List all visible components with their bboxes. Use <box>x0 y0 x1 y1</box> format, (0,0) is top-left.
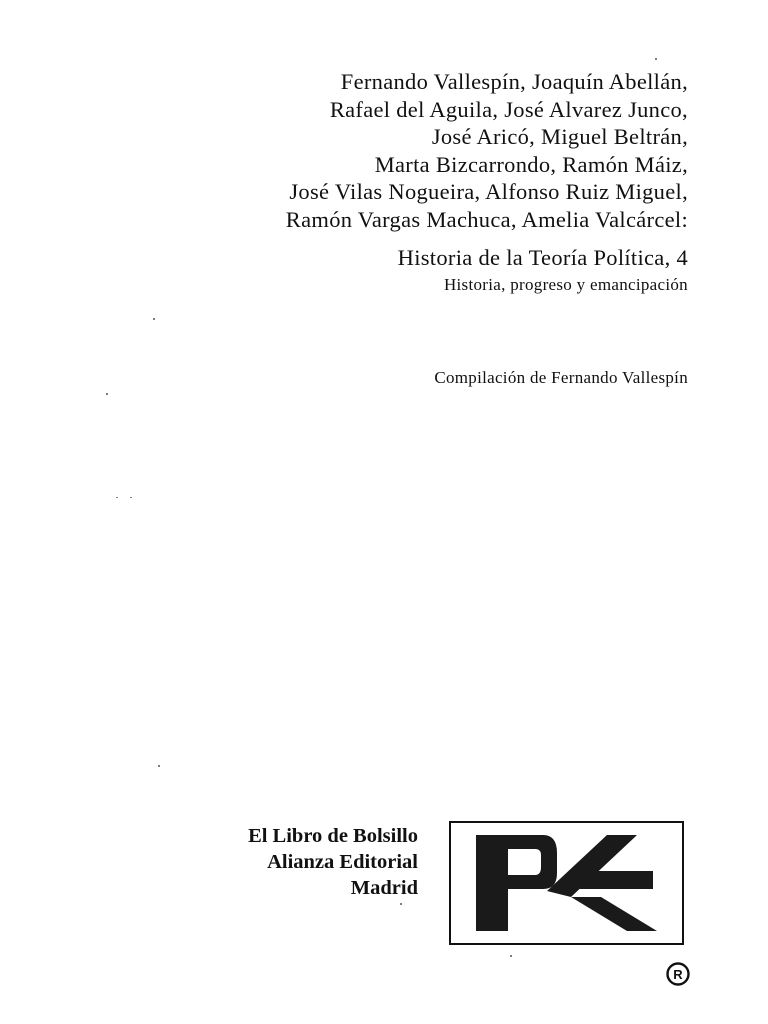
author-line: Marta Bizcarrondo, Ramón Máiz, <box>374 151 688 177</box>
scan-speck <box>510 955 512 957</box>
publisher-city: Madrid <box>350 877 418 899</box>
publisher-block <box>130 823 418 901</box>
book-subtitle: Historia, progreso y emancipación <box>443 275 688 294</box>
publisher-name: Alianza Editorial <box>267 851 418 873</box>
author-line: José Aricó, Miguel Beltrán, <box>431 124 688 149</box>
registered-trademark-icon <box>665 961 691 987</box>
scan-speck <box>116 497 118 498</box>
publisher-logo-frame <box>449 821 684 945</box>
author-line: Rafael del Aguila, José Alvarez Junco, <box>329 96 688 122</box>
author-line: Fernando Vallespín, Joaquín Abellán, <box>340 69 688 94</box>
author-line: Ramón Vargas Machuca, Amelia Valcárcel: <box>285 206 688 232</box>
scan-speck <box>153 318 155 320</box>
alianza-editorial-logo-icon <box>451 823 682 943</box>
book-title: Historia de la Teoría Política, 4 <box>397 245 688 270</box>
author-line: José Vilas Nogueira, Alfonso Ruiz Miguel, <box>289 179 688 204</box>
scan-speck <box>400 903 402 905</box>
scan-speck <box>158 765 160 767</box>
author-list <box>68 68 688 233</box>
compilation-credit: Compilación de Fernando Vallespín <box>434 368 688 387</box>
publisher-series: El Libro de Bolsillo <box>248 825 418 847</box>
scan-speck <box>106 393 108 395</box>
svg-text:R: R <box>673 967 683 982</box>
scan-speck <box>655 58 657 60</box>
scan-speck <box>130 497 132 498</box>
